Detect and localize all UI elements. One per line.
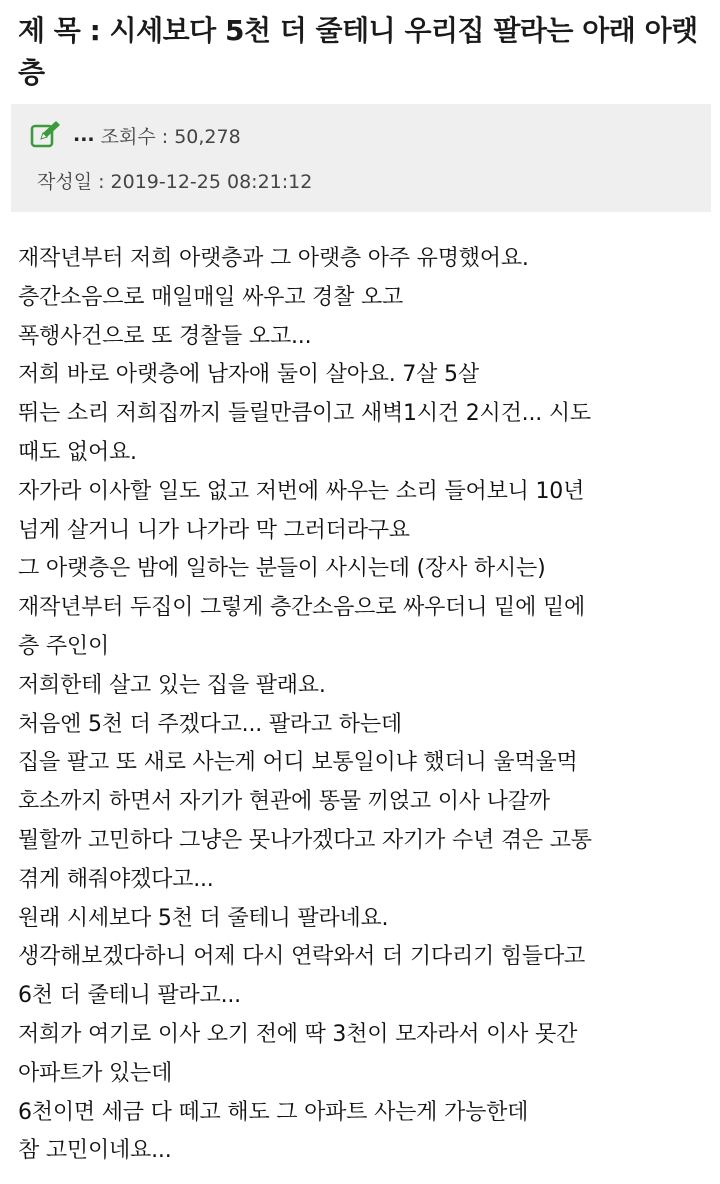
body-line: 그 아랫층은 밤에 일하는 분들이 사시는데 (장사 하시는) (18, 556, 546, 582)
post-body (18, 240, 710, 1171)
body-line: 자가라 이사할 일도 없고 저번에 싸우는 소리 들어보니 10년 (18, 478, 585, 504)
body-line: 호소까지 하면서 자기가 현관에 똥물 끼얹고 이사 나갈까 (18, 789, 550, 815)
body-line: 저희한테 살고 있는 집을 팔래요. (18, 672, 326, 698)
body-line: 원래 시세보다 5천 더 줄테니 팔라네요. (18, 905, 389, 931)
body-line: 폭행사건으로 또 경찰들 오고... (18, 323, 312, 349)
body-line: 겪게 해줘야겠다고... (18, 866, 214, 892)
body-line: 뛰는 소리 저희집까지 들릴만큼이고 새벽1시건 2시건... 시도 (18, 401, 591, 427)
body-line: 집을 팔고 또 새로 사는게 어디 보통일이냐 했더니 울먹울먹 (18, 750, 578, 776)
body-line: 참 고민이네요... (18, 1138, 172, 1164)
post-date: 작성일 : 2019-12-25 08:21:12 (37, 171, 313, 193)
body-line: 때도 없어요. (18, 439, 137, 465)
body-line: 저희가 여기로 이사 오기 전에 딱 3천이 모자라서 이사 못간 (18, 1021, 578, 1047)
post-meta-author-row (29, 118, 241, 152)
body-line: 층간소음으로 매일매일 싸우고 경찰 오고 (18, 284, 404, 310)
author-name[interactable]: ... (73, 124, 95, 146)
body-line: 넘게 살거니 니가 나가라 막 그러더라구요 (18, 517, 410, 543)
body-line: 아파트가 있는데 (18, 1060, 173, 1086)
post-title: 제 목 : 시세보다 5천 더 줄테니 우리집 팔라는 아래 아랫층 (18, 14, 698, 89)
edit-icon (29, 120, 63, 150)
body-line: 처음엔 5천 더 주겠다고... 팔라고 하는데 (18, 711, 402, 737)
body-line: 생각해보겠다하니 어제 다시 연락와서 더 기다리기 힘들다고 (18, 944, 586, 970)
body-line: 저희 바로 아랫층에 남자애 둘이 살아요. 7살 5살 (18, 362, 479, 388)
body-line: 6천이면 세금 다 떼고 해도 그 아파트 사는게 가능한데 (18, 1099, 529, 1125)
body-line: 뭘할까 고민하다 그냥은 못나가겠다고 자기가 수년 겪은 고통 (18, 827, 592, 853)
view-count: 조회수 : 50,278 (100, 125, 241, 148)
post-meta-box (11, 104, 711, 212)
body-line: 층 주인이 (18, 633, 110, 659)
body-line: 재작년부터 두집이 그렇게 층간소음으로 싸우더니 밑에 밑에 (18, 595, 586, 621)
body-line: 재작년부터 저희 아랫층과 그 아랫층 아주 유명했어요. (18, 246, 529, 271)
body-line: 6천 더 줄테니 팔라고... (18, 983, 241, 1009)
